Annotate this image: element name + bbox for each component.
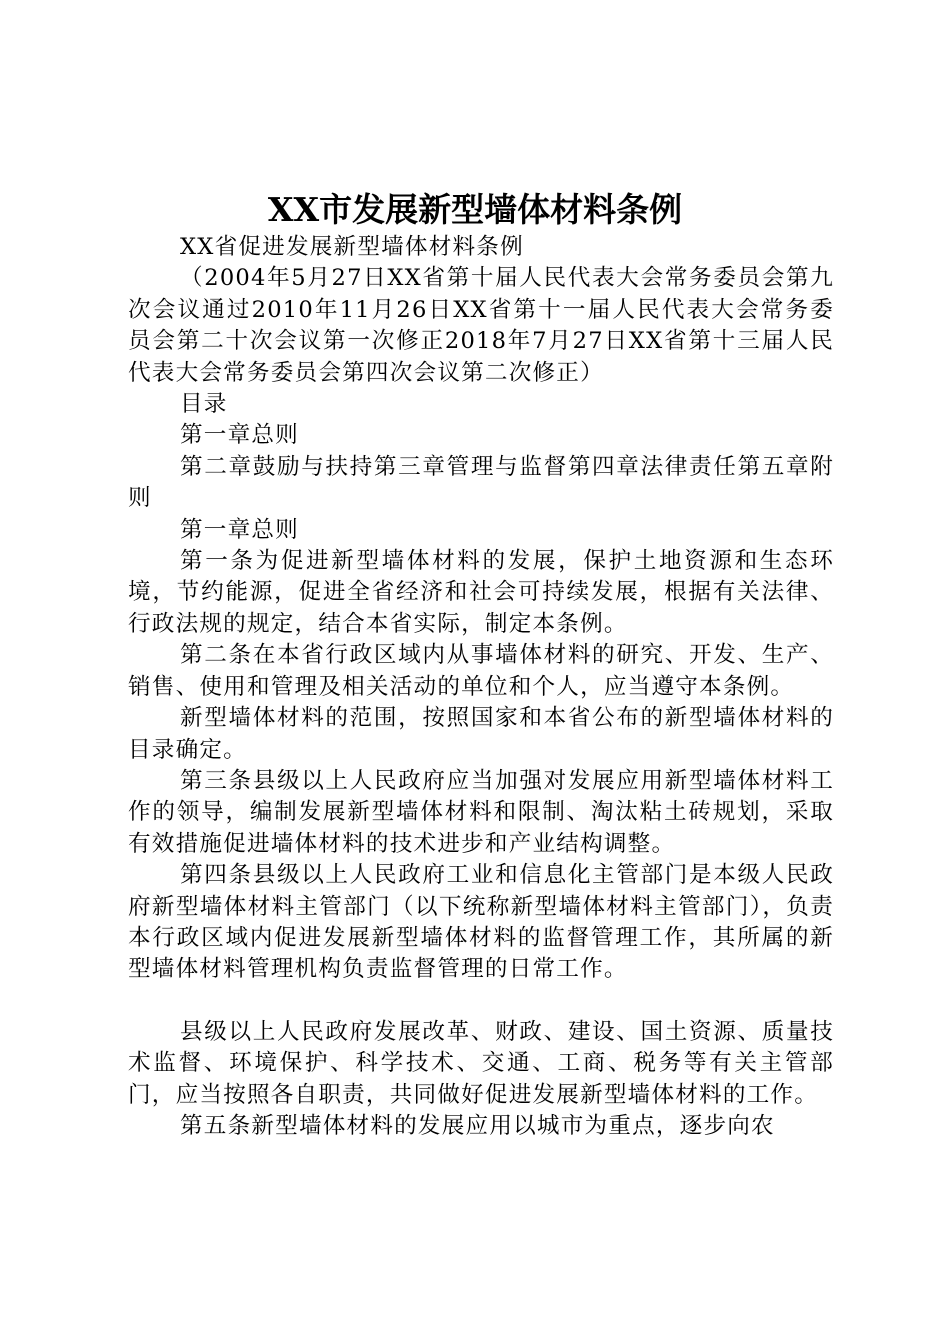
paragraph-contents-heading: 目录 — [180, 391, 228, 418]
paragraph-contents-chapter-1: 第一章总则 — [180, 422, 299, 449]
document-body — [128, 232, 834, 1142]
paragraph-adoption-note: （2004年5月27日XX省第十届人民代表大会常务委员会第九次会议通过2010年11月26日XX省第十一届人民代表大会常务委员会第二十次会议第一次修正2018年7月27日XX省第十三届人民代表大会常务委员会第四次会议第二次修正） — [128, 265, 834, 386]
paragraph-article-4-departments: 县级以上人民政府发展改革、财政、建设、国土资源、质量技术监督、环境保护、科学技术、交通、工商、税务等有关主管部门，应当按照各自职责，共同做好促进发展新型墙体材料的工作。 — [128, 1018, 834, 1108]
paragraph-chapter-1-heading: 第一章总则 — [180, 516, 299, 543]
paragraph-article-2: 第二条在本省行政区域内从事墙体材料的研究、开发、生产、销售、使用和管理及相关活动的单位和个人，应当遵守本条例。 — [128, 642, 834, 700]
paragraph-contents-chapters-2-5: 第二章鼓励与扶持第三章管理与监督第四章法律责任第五章附则 — [128, 453, 834, 512]
paragraph-subtitle: XX省促进发展新型墙体材料条例 — [180, 234, 524, 260]
paragraph-article-4: 第四条县级以上人民政府工业和信息化主管部门是本级人民政府新型墙体材料主管部门（以下统称新型墙体材料主管部门），负责本行政区域内促进发展新型墙体材料的监督管理工作，其所属的新型墙体材料管理机构负责监督管理的日常工作。 — [128, 862, 834, 983]
paragraph-article-5: 第五条新型墙体材料的发展应用以城市为重点，逐步向农 — [180, 1112, 775, 1139]
paragraph-article-2-scope: 新型墙体材料的范围，按照国家和本省公布的新型墙体材料的目录确定。 — [128, 705, 834, 763]
document-title: XX市发展新型墙体材料条例 — [267, 190, 683, 229]
paragraph-article-3: 第三条县级以上人民政府应当加强对发展应用新型墙体材料工作的领导，编制发展新型墙体材料和限制、淘汰粘土砖规划，采取有效措施促进墙体材料的技术进步和产业结构调整。 — [128, 767, 834, 857]
paragraph-article-1: 第一条为促进新型墙体材料的发展，保护土地资源和生态环境，节约能源，促进全省经济和社会可持续发展，根据有关法律、行政法规的规定，结合本省实际，制定本条例。 — [128, 548, 834, 637]
